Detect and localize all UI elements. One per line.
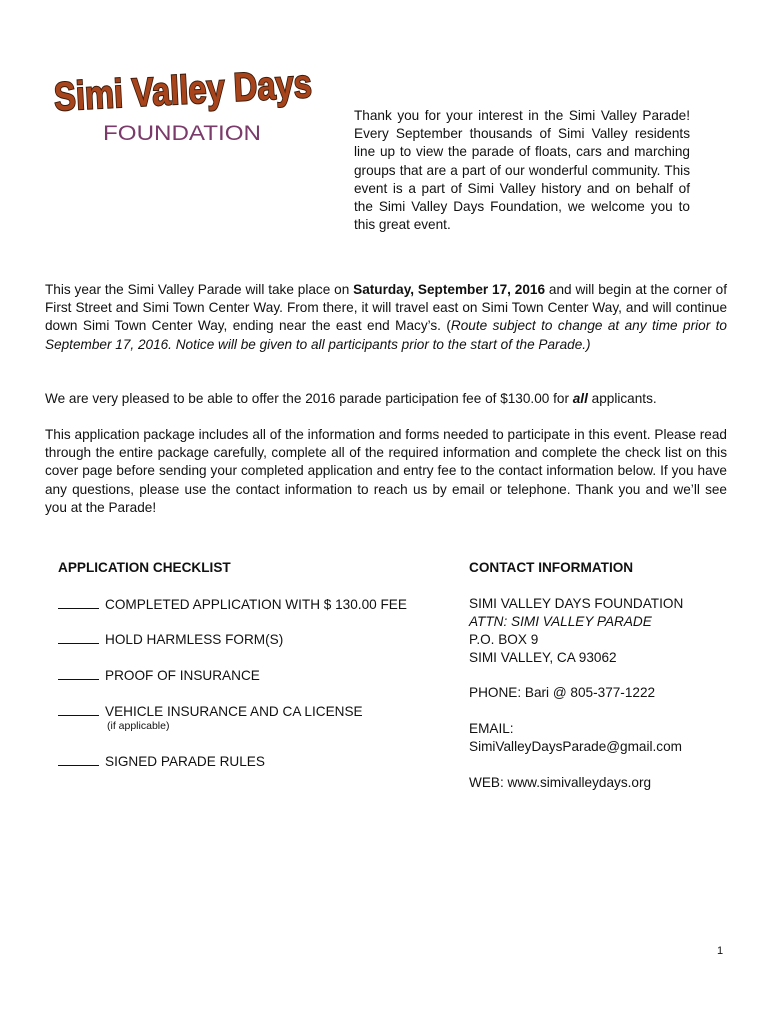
checklist-heading: APPLICATION CHECKLIST bbox=[58, 560, 231, 575]
checklist-item[interactable] bbox=[58, 630, 283, 649]
parade-details-paragraph bbox=[45, 281, 727, 354]
parade-details-pre: This year the Simi Valley Parade will take place on bbox=[45, 282, 354, 297]
contact-city: SIMI VALLEY, CA 93062 bbox=[469, 650, 617, 665]
fee-emphasis: all bbox=[572, 391, 588, 406]
checklist-item-label: SIGNED PARADE RULES bbox=[105, 754, 265, 769]
checklist-item[interactable] bbox=[58, 595, 407, 614]
checkbox-blank[interactable] bbox=[58, 752, 99, 766]
if-applicable-note: (if applicable) bbox=[107, 720, 170, 732]
checkbox-blank[interactable] bbox=[58, 666, 99, 680]
fee-pre: We are very pleased to be able to offer the 2016 parade participation fee of $130.00 for bbox=[45, 391, 573, 406]
contact-email[interactable]: SimiValleyDaysParade@gmail.com bbox=[469, 739, 682, 754]
checklist-item-label: HOLD HARMLESS FORM(S) bbox=[105, 632, 284, 647]
parade-details-mid: and will begin at the corner of First Street and Simi Town Center Way. From there, it will travel east on Simi Town Center Way, and will continue down Simi Town Center Way, ending near the east end Macy’s. ( bbox=[45, 282, 728, 334]
checklist-item[interactable] bbox=[58, 702, 363, 721]
contact-phone[interactable]: PHONE: Bari @ 805-377-1222 bbox=[469, 685, 656, 700]
checkbox-blank[interactable] bbox=[58, 702, 99, 716]
route-notice: Route subject to change at any time prior to September 17, 2016. Notice will be given to all participants prior to the start of the Parade.) bbox=[45, 318, 727, 352]
contact-org: SIMI VALLEY DAYS FOUNDATION bbox=[469, 596, 684, 611]
checklist-item[interactable] bbox=[58, 666, 260, 685]
contact-web[interactable]: WEB: www.simivalleydays.org bbox=[469, 775, 652, 790]
logo-subtitle: FOUNDATION bbox=[103, 122, 261, 145]
contact-heading: CONTACT INFORMATION bbox=[469, 560, 634, 575]
checkbox-blank[interactable] bbox=[58, 630, 99, 644]
contact-email-label: EMAIL: bbox=[469, 721, 514, 736]
fee-paragraph bbox=[45, 390, 727, 408]
fee-post: applicants. bbox=[587, 391, 657, 406]
package-paragraph: This application package includes all of the information and forms needed to participate in this event. Please read through the entire package carefully, complete all of the required information and complete the check list on this cover page before sending your completed application and entry fee to the contact information below. If you have any questions, please use the contact information to reach us by email or telephone. Thank you and we’ll see you at the Parade! bbox=[45, 427, 727, 515]
simi-valley-days-logo bbox=[48, 52, 371, 152]
page-number: 1 bbox=[717, 945, 724, 957]
checklist-item-label: PROOF OF INSURANCE bbox=[105, 668, 260, 683]
checklist-item[interactable] bbox=[58, 752, 265, 771]
logo-title: Simi Valley Days bbox=[52, 58, 371, 120]
contact-attn: ATTN: SIMI VALLEY PARADE bbox=[469, 614, 652, 629]
parade-date: Saturday, September 17, 2016 bbox=[353, 282, 546, 297]
contact-pobox: P.O. BOX 9 bbox=[469, 632, 539, 647]
checklist-item-label: COMPLETED APPLICATION WITH $ 130.00 FEE bbox=[105, 597, 407, 612]
checkbox-blank[interactable] bbox=[58, 595, 99, 609]
intro-paragraph: Thank you for your interest in the Simi Valley Parade! Every September thousands of Simi Valley residents line up to view the parade of floats, cars and marching groups that are a part of our wonderful community. This event is a part of Simi Valley history and on behalf of the Simi Valley Days Foundation, we welcome you to this great event. bbox=[354, 108, 690, 233]
checklist-item-label: VEHICLE INSURANCE AND CA LICENSE bbox=[105, 704, 363, 719]
